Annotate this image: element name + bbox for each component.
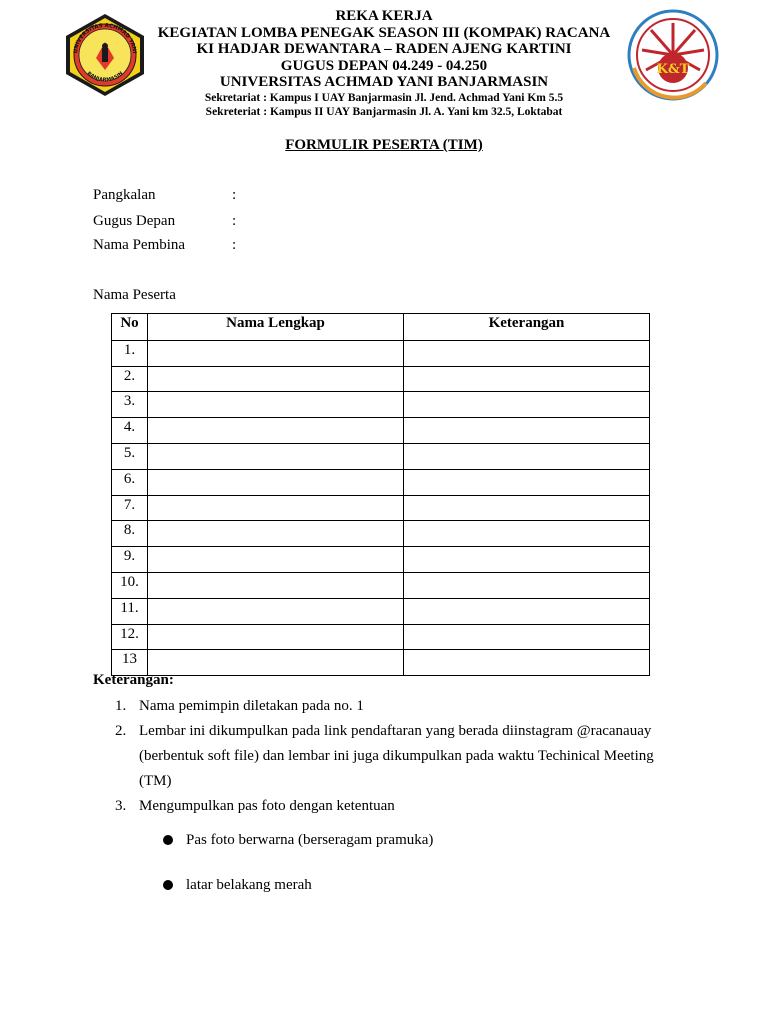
header-keterangan: Keterangan	[404, 314, 650, 341]
table-row	[112, 443, 650, 469]
header-nama-lengkap: Nama Lengkap	[148, 314, 404, 341]
keterangan-cell[interactable]	[404, 418, 650, 444]
nama-cell[interactable]	[148, 418, 404, 444]
header-title: REKA KERJA	[335, 8, 433, 24]
table-row	[112, 572, 650, 598]
row-number: 13	[112, 650, 148, 676]
table-row	[112, 624, 650, 650]
field-colon: :	[232, 213, 237, 229]
nama-cell[interactable]	[148, 469, 404, 495]
university-logo	[60, 12, 150, 98]
bullet-text: Pas foto berwarna (berseragam pramuka)	[186, 832, 434, 848]
nama-cell[interactable]	[148, 650, 404, 676]
table-row	[112, 650, 650, 676]
event-logo	[626, 8, 720, 102]
field-colon: :	[232, 187, 237, 203]
table-row	[112, 340, 650, 366]
bullet-item	[163, 876, 312, 894]
header-sekretariat-2: Sekreteriat : Kampus II UAY Banjarmasin Jl. A. Yani km 32.5, Loktabat	[205, 105, 563, 118]
keterangan-cell[interactable]	[404, 572, 650, 598]
field-label: Pangkalan	[93, 187, 156, 203]
note-item	[115, 694, 685, 719]
row-number: 6.	[112, 469, 148, 495]
table-row	[112, 495, 650, 521]
nama-cell[interactable]	[148, 624, 404, 650]
note-number: 3.	[115, 798, 127, 814]
table-row	[112, 469, 650, 495]
nama-cell[interactable]	[148, 572, 404, 598]
keterangan-cell[interactable]	[404, 392, 650, 418]
header-gugus: GUGUS DEPAN 04.249 - 04.250	[280, 57, 488, 74]
bullet-text: latar belakang merah	[186, 877, 312, 893]
table-row	[112, 521, 650, 547]
logo-right-badge: K&T	[656, 62, 690, 77]
keterangan-cell[interactable]	[404, 495, 650, 521]
nama-peserta-label: Nama Peserta	[93, 287, 176, 303]
row-number: 8.	[112, 521, 148, 547]
note-item	[115, 719, 685, 794]
table-row	[112, 598, 650, 624]
row-number: 2.	[112, 366, 148, 392]
field-label: Gugus Depan	[93, 213, 176, 229]
nama-cell[interactable]	[148, 598, 404, 624]
logo-left-text-top: UNIVERSITAS ACHMAD YANI	[72, 22, 137, 54]
notes-title: Keterangan:	[93, 672, 174, 688]
bullet-icon	[163, 835, 173, 845]
row-number: 7.	[112, 495, 148, 521]
row-number: 10.	[112, 572, 148, 598]
note-text: Lembar ini dikumpulkan pada link pendaftaran yang berada diinstagram @racanauay (berbentuk soft file) dan lembar ini juga dikumpulkan pada waktu Techinical Meeting (TM)	[139, 723, 654, 789]
row-number: 3.	[112, 392, 148, 418]
note-text: Mengumpulkan pas foto dengan ketentuan	[139, 798, 395, 814]
field-colon: :	[232, 237, 237, 253]
note-number: 2.	[115, 723, 127, 739]
keterangan-cell[interactable]	[404, 598, 650, 624]
participant-table	[111, 313, 650, 676]
field-label: Nama Pembina	[93, 237, 186, 253]
bullet-icon	[163, 880, 173, 890]
keterangan-cell[interactable]	[404, 340, 650, 366]
table-header-row	[112, 314, 650, 341]
note-item	[115, 794, 685, 819]
keterangan-cell[interactable]	[404, 469, 650, 495]
header-racana: KI HADJAR DEWANTARA – RADEN AJENG KARTINI	[196, 41, 572, 57]
nama-cell[interactable]	[148, 340, 404, 366]
letterhead	[140, 8, 628, 119]
field-pangkalan[interactable]	[93, 186, 237, 204]
header-no: No	[112, 314, 148, 341]
header-university: UNIVERSITAS ACHMAD YANI BANJARMASIN	[219, 74, 549, 90]
nama-cell[interactable]	[148, 392, 404, 418]
field-gugus-depan[interactable]	[93, 212, 237, 230]
nama-cell[interactable]	[148, 443, 404, 469]
keterangan-cell[interactable]	[404, 624, 650, 650]
note-text: Nama pemimpin diletakan pada no. 1	[139, 698, 364, 714]
keterangan-cell[interactable]	[404, 650, 650, 676]
row-number: 5.	[112, 443, 148, 469]
nama-cell[interactable]	[148, 521, 404, 547]
keterangan-cell[interactable]	[404, 443, 650, 469]
table-row	[112, 366, 650, 392]
form-title: FORMULIR PESERTA (TIM)	[285, 137, 483, 153]
row-number: 9.	[112, 547, 148, 573]
row-number: 1.	[112, 340, 148, 366]
field-nama-pembina[interactable]	[93, 236, 237, 254]
bullet-item	[163, 831, 433, 849]
keterangan-cell[interactable]	[404, 521, 650, 547]
row-number: 11.	[112, 598, 148, 624]
nama-cell[interactable]	[148, 366, 404, 392]
keterangan-cell[interactable]	[404, 366, 650, 392]
keterangan-cell[interactable]	[404, 547, 650, 573]
table-row	[112, 418, 650, 444]
note-number: 1.	[115, 698, 127, 714]
row-number: 12.	[112, 624, 148, 650]
logo-left-text-bottom: BANJARMASIN	[85, 70, 125, 84]
nama-cell[interactable]	[148, 547, 404, 573]
header-event: KEGIATAN LOMBA PENEGAK SEASON III (KOMPAK) RACANA	[157, 24, 611, 41]
header-sekretariat-1: Sekretariat : Kampus I UAY Banjarmasin Jl. Jend. Achmad Yani Km 5.5	[204, 91, 564, 104]
nama-cell[interactable]	[148, 495, 404, 521]
table-row	[112, 547, 650, 573]
row-number: 4.	[112, 418, 148, 444]
table-row	[112, 392, 650, 418]
